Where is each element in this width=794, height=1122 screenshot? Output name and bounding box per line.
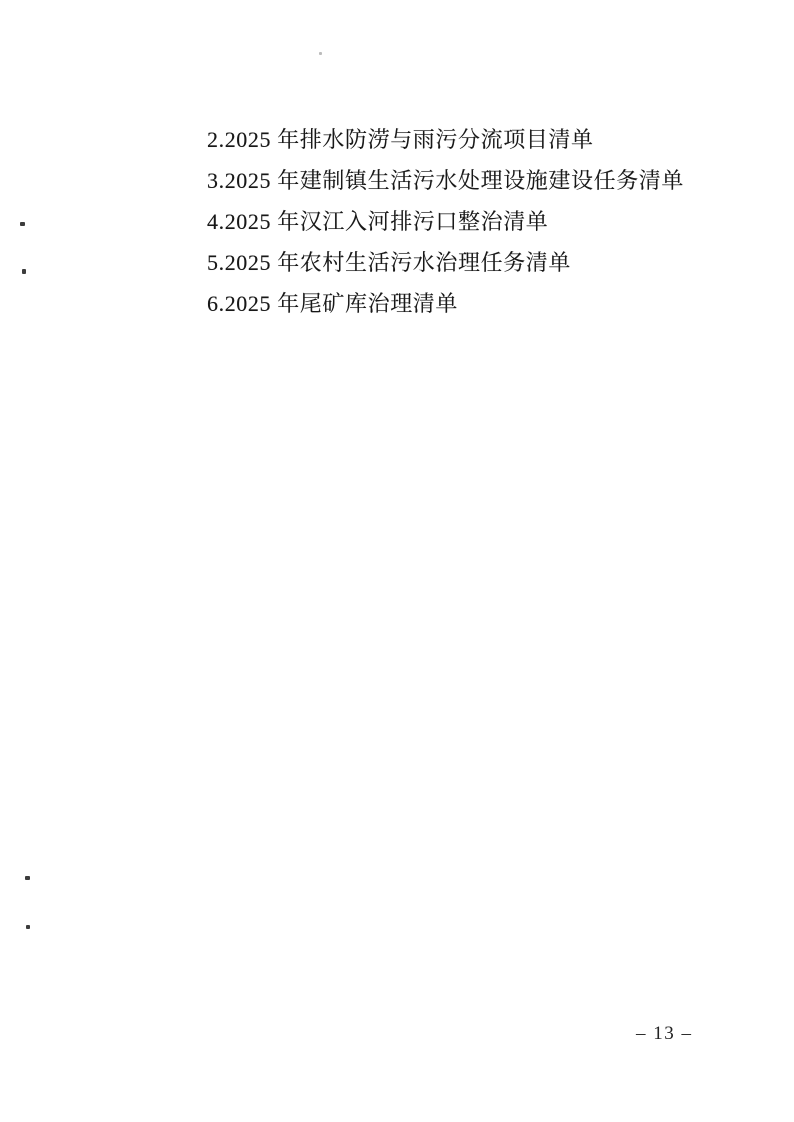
list-item: 5.2025 年农村生活污水治理任务清单 [207,250,572,275]
scan-speck [25,876,30,880]
attachment-list [207,119,684,324]
scan-speck [20,222,25,226]
scan-speck [319,52,322,55]
scan-speck [26,925,30,929]
page-number: – 13 – [636,1023,693,1044]
list-item: 4.2025 年汉江入河排污口整治清单 [207,209,549,234]
list-item: 6.2025 年尾矿库治理清单 [207,291,459,316]
list-item: 2.2025 年排水防涝与雨污分流项目清单 [207,127,594,152]
list-item: 3.2025 年建制镇生活污水处理设施建设任务清单 [207,168,685,193]
scan-speck [22,269,26,274]
